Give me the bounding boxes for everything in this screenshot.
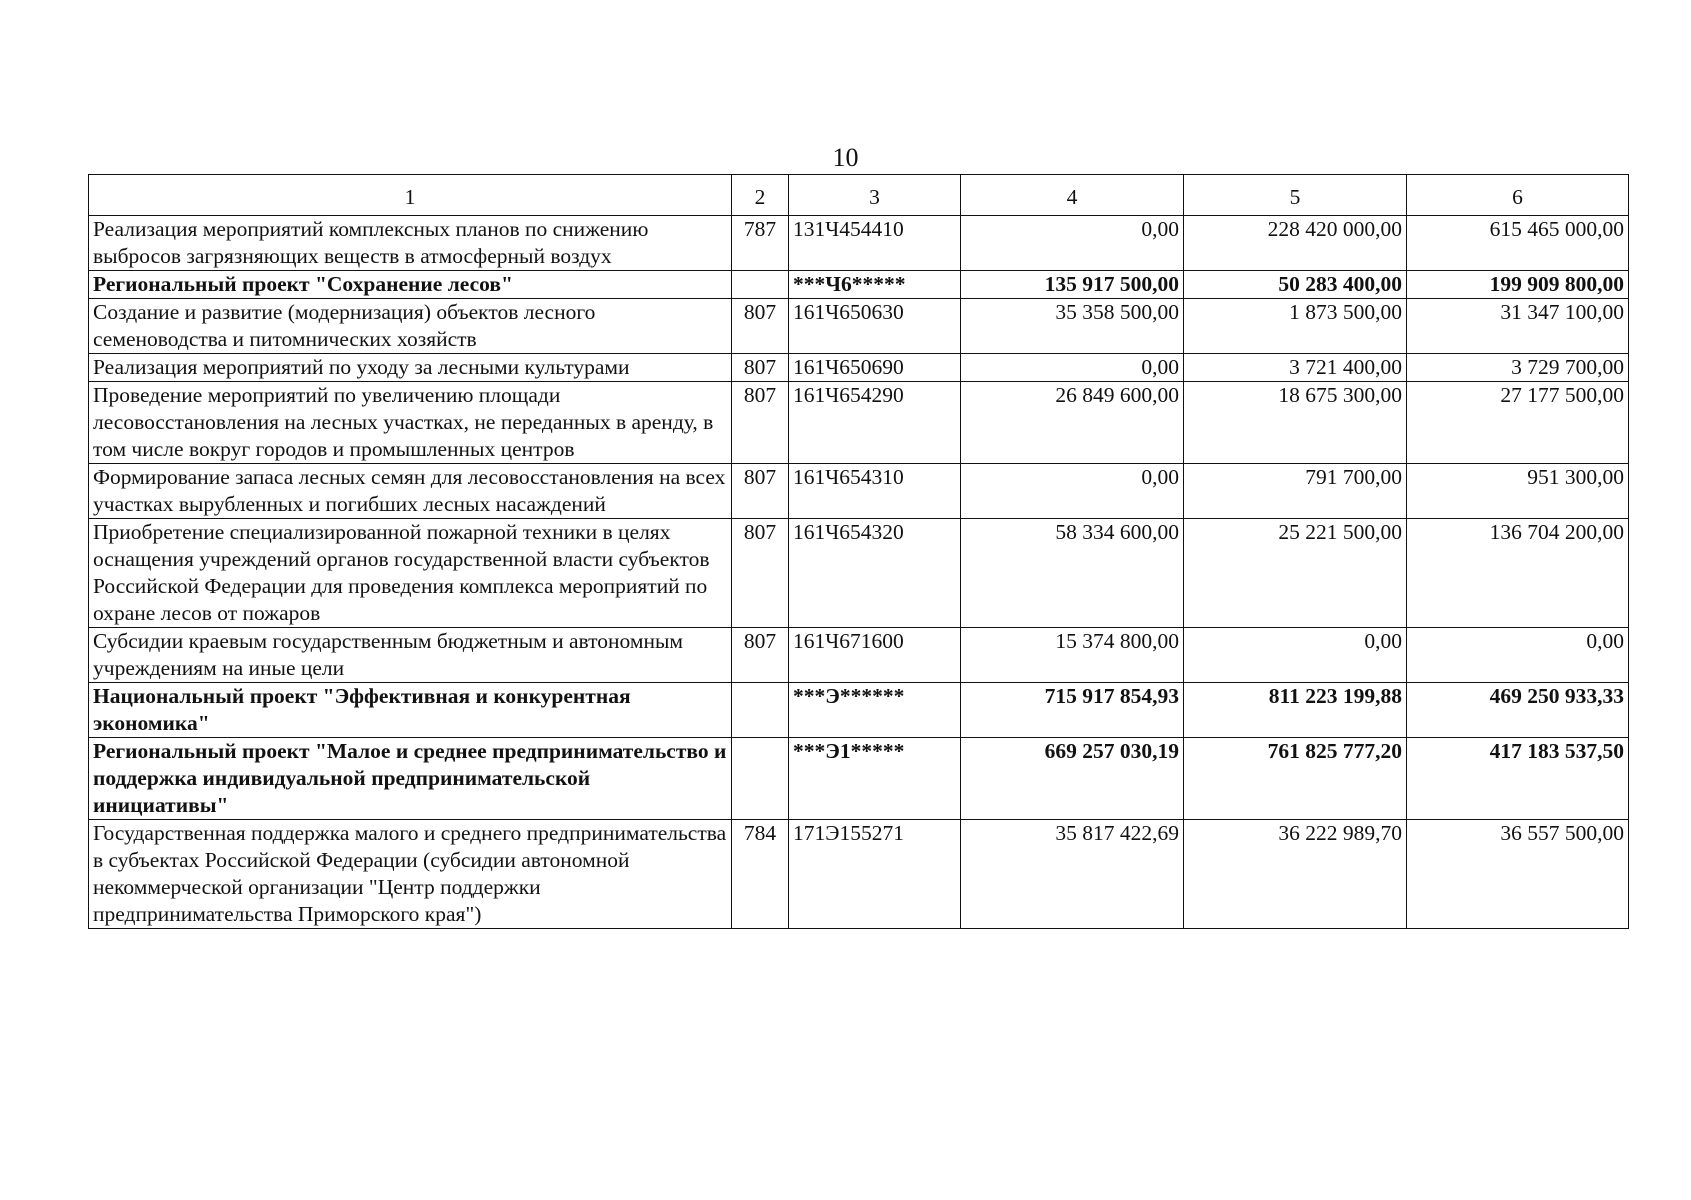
row-budget-code: 131Ч454410: [789, 216, 961, 271]
row-value-col5: 761 825 777,20: [1184, 738, 1407, 820]
column-header-1: 1: [89, 175, 732, 216]
row-value-col5: 811 223 199,88: [1184, 683, 1407, 738]
row-budget-code: ***Э1*****: [789, 738, 961, 820]
table-row: [89, 299, 1629, 354]
row-value-col4: 0,00: [961, 354, 1184, 382]
row-grbs-code: [732, 683, 789, 738]
row-value-col6: 36 557 500,00: [1407, 820, 1629, 929]
section-row: [89, 271, 1629, 299]
row-grbs-code: 807: [732, 519, 789, 628]
row-value-col5: 228 420 000,00: [1184, 216, 1407, 271]
row-grbs-code: 807: [732, 382, 789, 464]
row-name: Субсидии краевым государственным бюджетным и автономным учреждениям на иные цели: [89, 628, 732, 683]
row-value-col5: 1 873 500,00: [1184, 299, 1407, 354]
row-name: Проведение мероприятий по увеличению площади лесовосстановления на лесных участках, не переданных в аренду, в том числе вокруг городов и промышленных центров: [89, 382, 732, 464]
row-value-col5: 0,00: [1184, 628, 1407, 683]
row-name: Региональный проект "Сохранение лесов": [89, 271, 732, 299]
table-row: [89, 354, 1629, 382]
row-value-col5: 25 221 500,00: [1184, 519, 1407, 628]
table-header-row: [89, 175, 1629, 216]
row-name: Реализация мероприятий комплексных планов по снижению выбросов загрязняющих веществ в атмосферный воздух: [89, 216, 732, 271]
row-grbs-code: [732, 271, 789, 299]
section-row: [89, 683, 1629, 738]
row-name: Формирование запаса лесных семян для лесовосстановления на всех участках вырубленных и погибших лесных насаждений: [89, 464, 732, 519]
row-value-col6: 615 465 000,00: [1407, 216, 1629, 271]
row-value-col4: 58 334 600,00: [961, 519, 1184, 628]
row-value-col5: 18 675 300,00: [1184, 382, 1407, 464]
row-value-col5: 3 721 400,00: [1184, 354, 1407, 382]
row-value-col5: 791 700,00: [1184, 464, 1407, 519]
page-number: 10: [832, 143, 859, 172]
table-row: [89, 464, 1629, 519]
row-budget-code: 161Ч650630: [789, 299, 961, 354]
row-value-col6: 136 704 200,00: [1407, 519, 1629, 628]
row-budget-code: 171Э155271: [789, 820, 961, 929]
row-name: Региональный проект "Малое и среднее предпринимательство и поддержка индивидуальной предпринимательской инициативы": [89, 738, 732, 820]
row-value-col6: 469 250 933,33: [1407, 683, 1629, 738]
row-grbs-code: 787: [732, 216, 789, 271]
column-header-2: 2: [732, 175, 789, 216]
row-name: Создание и развитие (модернизация) объектов лесного семеноводства и питомнических хозяйств: [89, 299, 732, 354]
table-row: [89, 628, 1629, 683]
budget-table: [88, 174, 1629, 929]
row-grbs-code: 807: [732, 354, 789, 382]
table-row: [89, 382, 1629, 464]
column-header-4: 4: [961, 175, 1184, 216]
row-value-col4: 35 358 500,00: [961, 299, 1184, 354]
table-row: [89, 519, 1629, 628]
row-value-col5: 50 283 400,00: [1184, 271, 1407, 299]
row-budget-code: 161Ч654320: [789, 519, 961, 628]
column-header-5: 5: [1184, 175, 1407, 216]
row-value-col6: 0,00: [1407, 628, 1629, 683]
row-value-col6: 199 909 800,00: [1407, 271, 1629, 299]
section-row: [89, 738, 1629, 820]
row-value-col4: 715 917 854,93: [961, 683, 1184, 738]
row-value-col4: 35 817 422,69: [961, 820, 1184, 929]
row-budget-code: 161Ч671600: [789, 628, 961, 683]
row-budget-code: 161Ч654310: [789, 464, 961, 519]
row-grbs-code: [732, 738, 789, 820]
row-value-col6: 951 300,00: [1407, 464, 1629, 519]
row-grbs-code: 807: [732, 464, 789, 519]
row-name: Национальный проект "Эффективная и конкурентная экономика": [89, 683, 732, 738]
row-grbs-code: 807: [732, 628, 789, 683]
row-value-col4: 135 917 500,00: [961, 271, 1184, 299]
row-name: Приобретение специализированной пожарной техники в целях оснащения учреждений органов государственной власти субъектов Российской Федерации для проведения комплекса мероприятий по охране лесов от пожаров: [89, 519, 732, 628]
row-value-col4: 0,00: [961, 216, 1184, 271]
table-row: [89, 820, 1629, 929]
row-value-col4: 26 849 600,00: [961, 382, 1184, 464]
row-grbs-code: 784: [732, 820, 789, 929]
column-header-6: 6: [1407, 175, 1629, 216]
row-value-col4: 669 257 030,19: [961, 738, 1184, 820]
row-value-col6: 27 177 500,00: [1407, 382, 1629, 464]
row-name: Реализация мероприятий по уходу за лесными культурами: [89, 354, 732, 382]
table-body: [89, 216, 1629, 929]
column-header-3: 3: [789, 175, 961, 216]
row-budget-code: 161Ч650690: [789, 354, 961, 382]
row-value-col4: 0,00: [961, 464, 1184, 519]
table-row: [89, 216, 1629, 271]
row-value-col5: 36 222 989,70: [1184, 820, 1407, 929]
row-grbs-code: 807: [732, 299, 789, 354]
row-name: Государственная поддержка малого и среднего предпринимательства в субъектах Российской Федерации (субсидии автономной некоммерческой организации "Центр поддержки предпринимательства Приморского края"): [89, 820, 732, 929]
row-value-col6: 417 183 537,50: [1407, 738, 1629, 820]
row-budget-code: 161Ч654290: [789, 382, 961, 464]
row-value-col6: 31 347 100,00: [1407, 299, 1629, 354]
row-value-col6: 3 729 700,00: [1407, 354, 1629, 382]
row-budget-code: ***Ч6*****: [789, 271, 961, 299]
row-budget-code: ***Э******: [789, 683, 961, 738]
row-value-col4: 15 374 800,00: [961, 628, 1184, 683]
